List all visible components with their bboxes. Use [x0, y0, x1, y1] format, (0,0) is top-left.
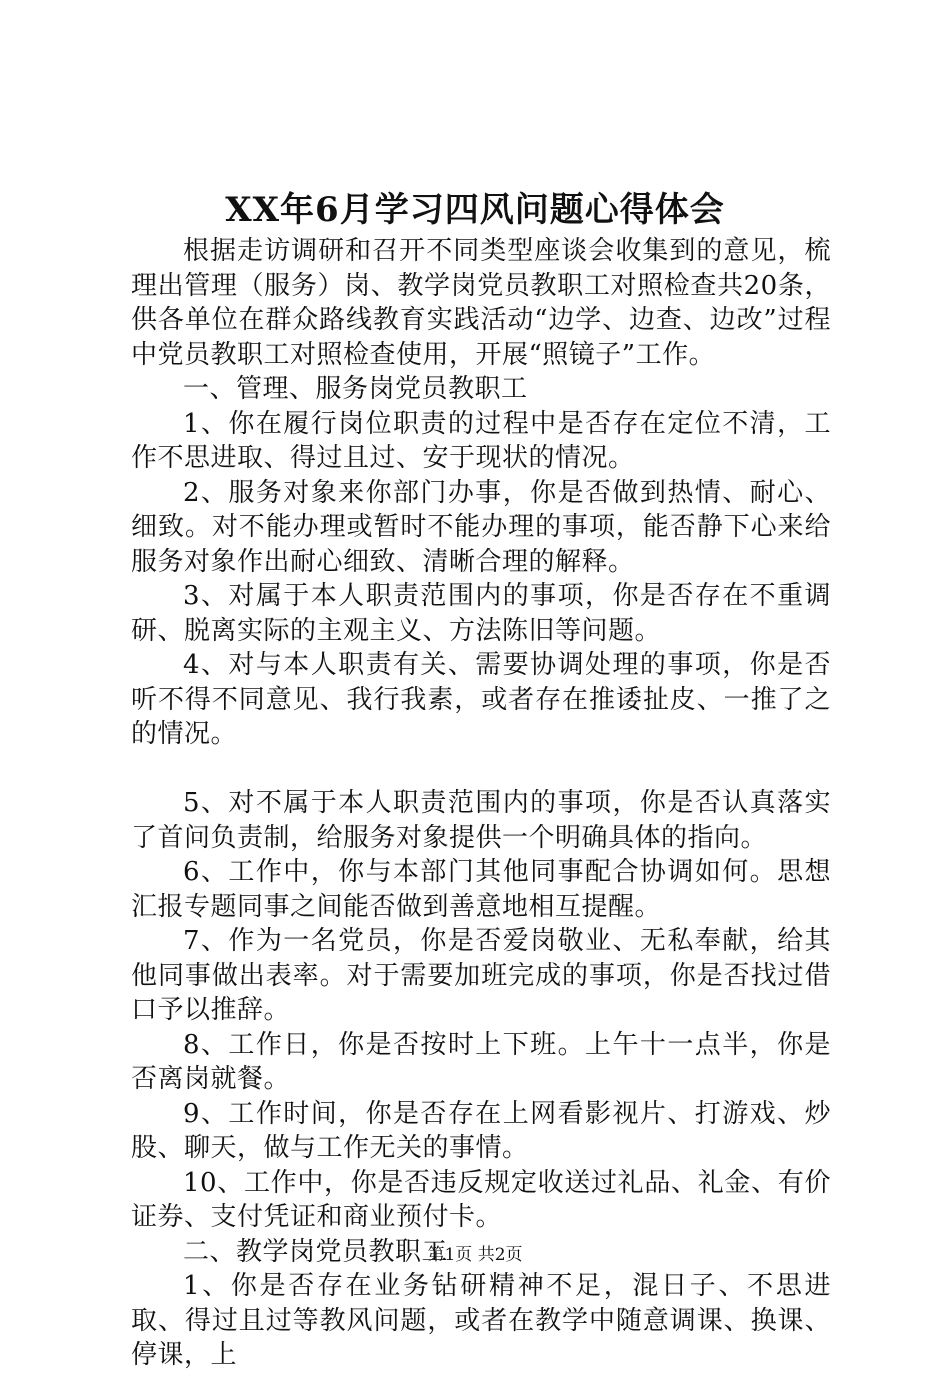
- document-body: [131, 234, 831, 1373]
- intro-paragraph: 根据走访调研和召开不同类型座谈会收集到的意见，梳理出管理（服务）岗、教学岗党员教职工对照检查共20条，供各单位在群众路线教育实践活动“边学、边查、边改”过程中党员教职工对照检查使用，开展“照镜子”工作。: [131, 236, 831, 370]
- list-item: 10、工作中，你是否违反规定收送过礼品、礼金、有价证券、支付凭证和商业预付卡。: [131, 1167, 831, 1232]
- list-item: 1、你在履行岗位职责的过程中是否存在定位不清，工作不思进取、得过且过、安于现状的情况。: [131, 408, 831, 473]
- paragraph-gap: [131, 752, 831, 787]
- list-item: 8、工作日，你是否按时上下班。上午十一点半，你是否离岗就餐。: [131, 1029, 831, 1094]
- list-item: 9、工作时间，你是否存在上网看影视片、打游戏、炒股、聊天，做与工作无关的事情。: [131, 1098, 831, 1163]
- section-heading-management: 一、管理、服务岗党员教职工: [183, 374, 528, 404]
- page-footer: 第1页 共2页: [427, 1245, 523, 1265]
- list-item: 3、对属于本人职责范围内的事项，你是否存在不重调研、脱离实际的主观主义、方法陈旧等问题。: [131, 581, 831, 646]
- section-heading-teaching: 二、教学岗党员教职工: [183, 1236, 449, 1267]
- list-item: 5、对不属于本人职责范围内的事项，你是否认真落实了首问负责制，给服务对象提供一个明确具体的指向。: [131, 788, 831, 853]
- list-item: 7、作为一名党员，你是否爱岗敬业、无私奉献，给其他同事做出表率。对于需要加班完成的事项，你是否找过借口予以推辞。: [131, 926, 831, 1025]
- document-title: XX年6月学习四风问题心得体会: [225, 190, 725, 230]
- list-item: 6、工作中，你与本部门其他同事配合协调如何。思想汇报专题同事之间能否做到善意地相互提醒。: [131, 857, 831, 922]
- list-item: 1、你是否存在业务钻研精神不足，混日子、不思进取、得过且过等教风问题，或者在教学中随意调课、换课、停课，上: [131, 1271, 831, 1370]
- list-item: 2、服务对象来你部门办事，你是否做到热情、耐心、细致。对不能办理或暂时不能办理的事项，能否静下心来给服务对象作出耐心细致、清晰合理的解释。: [131, 477, 831, 577]
- list-item: 4、对与本人职责有关、需要协调处理的事项，你是否听不得不同意见、我行我素，或者存在推诿扯皮、一推了之的情况。: [131, 650, 831, 749]
